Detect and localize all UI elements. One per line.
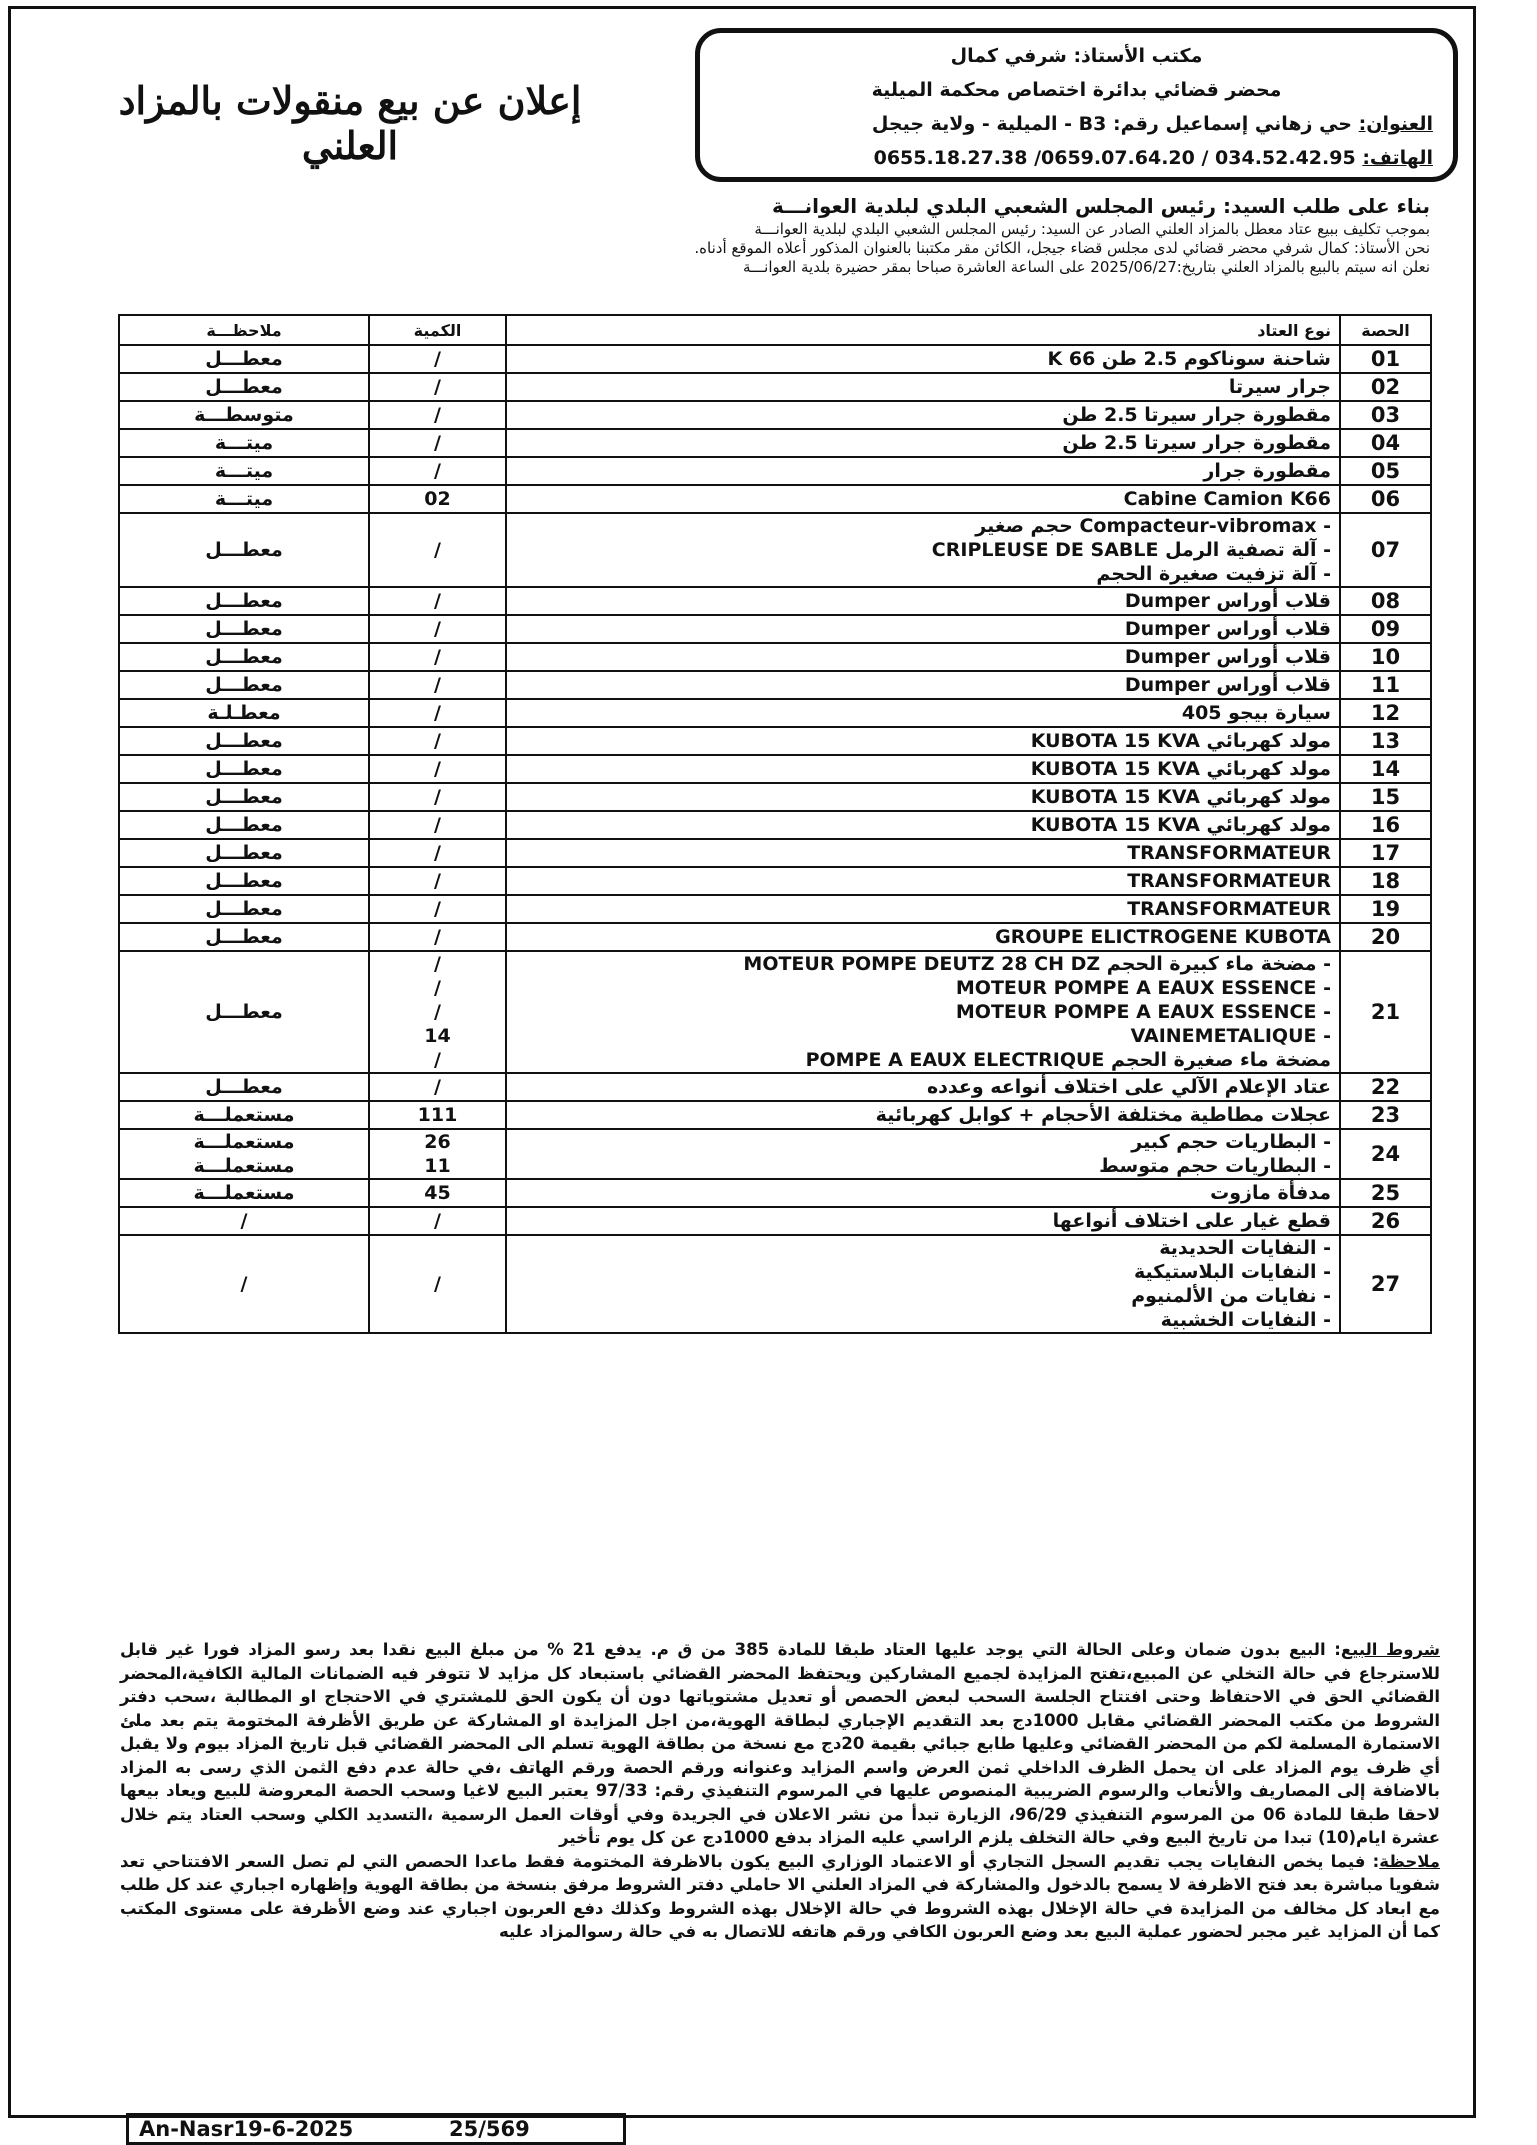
equipment-type-line: TRANSFORMATEUR (1127, 870, 1331, 892)
quantity-line: / (434, 404, 441, 426)
quantity (369, 1235, 506, 1333)
quantity (369, 485, 506, 513)
equipment-type-line: - البطاريات حجم متوسط (1099, 1155, 1331, 1177)
quantity-line: / (434, 618, 441, 640)
equipment-type (506, 643, 1340, 671)
quantity-line: / (434, 870, 441, 892)
quantity-line: / (434, 898, 441, 920)
lot-number: 20 (1340, 923, 1431, 951)
lot-number: 15 (1340, 783, 1431, 811)
publication-footer (126, 2113, 626, 2145)
header-type: نوع العتاد (506, 315, 1340, 345)
publication-ref: An-Nasr19-6-2025 (139, 2117, 354, 2141)
equipment-type (506, 429, 1340, 457)
quantity (369, 1101, 506, 1129)
lot-number: 22 (1340, 1073, 1431, 1101)
note: معطـــل (119, 951, 369, 1073)
quantity-line: / (434, 702, 441, 724)
equipment-type-line: - آلة تصفية الرمل CRIPLEUSE DE SABLE (931, 539, 1331, 561)
equipment-type-line: GROUPE ELICTROGENE KUBOTA (995, 926, 1331, 948)
lot-number: 27 (1340, 1235, 1431, 1333)
quantity-line: / (434, 1076, 441, 1098)
quantity (369, 895, 506, 923)
table-row (119, 727, 1431, 755)
quantity-line: / (434, 1273, 441, 1295)
quantity (369, 951, 506, 1073)
table-row (119, 345, 1431, 373)
sale-conditions (120, 1638, 1440, 1944)
equipment-type-line: - نفايات من الألمنيوم (1131, 1285, 1331, 1307)
note: مستعملـــة (119, 1179, 369, 1207)
equipment-type-line: قلاب أوراس Dumper (1124, 618, 1331, 640)
quantity-line: / (434, 539, 441, 561)
header-notes: ملاحظـــة (119, 315, 369, 345)
lot-number: 18 (1340, 867, 1431, 895)
bailiff-office-box (695, 28, 1458, 182)
office-title: محضر قضائي بدائرة اختصاص محكمة الميلية (871, 79, 1282, 101)
address-label: العنوان: (1358, 113, 1433, 135)
equipment-type (506, 373, 1340, 401)
quantity (369, 783, 506, 811)
equipment-type (506, 699, 1340, 727)
quantity-line: / (434, 460, 441, 482)
table-row (119, 1235, 1431, 1333)
note: معطـــل (119, 839, 369, 867)
intro-block (120, 192, 1430, 277)
quantity (369, 615, 506, 643)
equipment-type-line: Cabine Camion K66 (1123, 488, 1331, 510)
equipment-type-line: مضخة ماء صغيرة الحجم POMPE A EAUX ELECTRIQUE (805, 1049, 1331, 1071)
office-address (720, 107, 1433, 141)
note: ميتـــة (119, 485, 369, 513)
quantity (369, 643, 506, 671)
table-row (119, 429, 1431, 457)
lot-number: 21 (1340, 951, 1431, 1073)
lot-number: 08 (1340, 587, 1431, 615)
equipment-type-line: قلاب أوراس Dumper (1124, 646, 1331, 668)
table-row (119, 513, 1431, 587)
equipment-type-line: - البطاريات حجم كبير (1131, 1131, 1331, 1153)
quantity (369, 1179, 506, 1207)
equipment-type (506, 1129, 1340, 1179)
quantity-line: / (434, 1001, 441, 1023)
equipment-type (506, 839, 1340, 867)
table-row (119, 895, 1431, 923)
equipment-type-line: - النفايات الحديدية (1159, 1237, 1331, 1259)
equipment-type-line: - النفايات البلاستيكية (1133, 1261, 1331, 1283)
equipment-type (506, 345, 1340, 373)
quantity (369, 401, 506, 429)
quantity-line: / (434, 730, 441, 752)
lot-number: 02 (1340, 373, 1431, 401)
lot-number: 17 (1340, 839, 1431, 867)
table-row (119, 1207, 1431, 1235)
quantity-line: / (434, 953, 441, 975)
quantity-line: / (434, 1210, 441, 1232)
conditions-text: : البيع بدون ضمان وعلى الحالة التي يوجد عليها العتاد طبقا للمادة 385 من ق م. يدفع 21 % من مبلغ البيع نقدا بعد رسو المزاد فورا غير قابل للاسترجاع في حالة التخلي عن المبيع،تفتح المزايدة لجميع المشاركين ويحتفظ المحضر القضائي باستبعاد كل مزايد لا تتوفر فيه الضمانات المالية الكافية،المحضر القضائي الحق في الاحتفاظ وحتى افتتاح الجلسة السحب لبعض الحصص أو تعديل مشتوياتها دون أن يكون الحق للمشتري في الاحتجاج او المطالبة ،سحب دفتر الشروط من مكتب المحضر القضائي مقابل 1000دج بعد التقديم الإجباري لبطاقة الهوية،من اجل المزايدة او المشاركة عن طريق الأظرفة المختومة يتم بعد ملئ الاستمارة المسلمة لكم من المحضر القضائي وعليها طابع جبائي بقيمة 20دج مع نسخة من بطاقة الهوية تسلم الى المحضر القضائي قبل تاريخ المزاد بيوم ولا يقبل أي ظرف يوم المزاد على ان يحمل الظرف الداخلي ثمن العرض واسم المزايد وعنوانه ورقم الحصة ورقم الهاتف ،في حالة عدم دفع الثمن الذي رسى به المزاد بالاضافة إلى المصاريف والأتعاب والرسوم الضريبية المنصوص عليها في المرسوم التنفيذي رقم: 97/33 يعتبر البيع لاغيا وسحب الحصة المعروضة للبيع ويعاد بيعها لاحقا طبقا للمادة 06 من المرسوم التنفيذي 96/29، الزيارة تبدأ من نشر الاعلان في الجريدة وفي أوقات العمل الرسمية ،التسديد الكلي وسحب العتاد يتم خلال عشرة ايام(10) تبدا من تاريخ البيع وفي حالة التخلف يلزم الراسي عليه المزاد بدفع 1000دج عن كل يوم تأخير (120, 1640, 1441, 1847)
equipment-type (506, 1073, 1340, 1101)
intro-line-3: نعلن انه سيتم بالبيع بالمزاد العلني بتاريخ:2025/06/27 على الساعة العاشرة صباحا بمقر حضيرة بلدية العوانـــة (742, 258, 1430, 276)
equipment-type (506, 1101, 1340, 1129)
lot-number: 11 (1340, 671, 1431, 699)
lot-number: 13 (1340, 727, 1431, 755)
quantity-line: / (434, 432, 441, 454)
table-row (119, 401, 1431, 429)
note: معطـــل (119, 671, 369, 699)
note-line: مستعملـــة (193, 1155, 295, 1177)
equipment-type (506, 895, 1340, 923)
note: معطـــل (119, 373, 369, 401)
equipment-type (506, 923, 1340, 951)
table-row (119, 587, 1431, 615)
table-row (119, 699, 1431, 727)
quantity (369, 513, 506, 587)
equipment-type (506, 951, 1340, 1073)
equipment-type-line: قلاب أوراس Dumper (1124, 674, 1331, 696)
quantity-line: / (434, 926, 441, 948)
equipment-type (506, 671, 1340, 699)
note: معطـــل (119, 1073, 369, 1101)
table-row (119, 671, 1431, 699)
table-row (119, 1101, 1431, 1129)
quantity-line: / (434, 758, 441, 780)
lot-number: 12 (1340, 699, 1431, 727)
header-qty: الكمية (369, 315, 506, 345)
equipment-type-line: TRANSFORMATEUR (1127, 842, 1331, 864)
note: معطـــل (119, 811, 369, 839)
equipment-type (506, 457, 1340, 485)
office-label: مكتب الأستاذ: شرفي كمال (950, 45, 1203, 67)
quantity-line: / (434, 1049, 441, 1071)
equipment-type-line: مقطورة جرار سيرتا 2.5 طن (1062, 404, 1331, 426)
intro-line-1: بموجب تكليف ببيع عتاد معطل بالمزاد العلني الصادر عن السيد: رئيس المجلس الشعبي البلدي لبلدية العوانـــة (754, 220, 1430, 238)
note: معطـــل (119, 755, 369, 783)
quantity (369, 1207, 506, 1235)
quantity (369, 923, 506, 951)
equipment-type-line: شاحنة سوناكوم 2.5 طن K 66 (1047, 348, 1331, 370)
equipment-type (506, 615, 1340, 643)
lot-number: 01 (1340, 345, 1431, 373)
table-row (119, 839, 1431, 867)
lot-number: 14 (1340, 755, 1431, 783)
table-row (119, 457, 1431, 485)
note: معطـــل (119, 867, 369, 895)
quantity (369, 1073, 506, 1101)
equipment-type (506, 811, 1340, 839)
lot-number: 16 (1340, 811, 1431, 839)
table-row (119, 1129, 1431, 1179)
table-row (119, 951, 1431, 1073)
equipment-type (506, 727, 1340, 755)
note (119, 1129, 369, 1179)
note: / (119, 1207, 369, 1235)
intro-line-2: نحن الأستاذ: كمال شرفي محضر قضائي لدى مجلس قضاء جيجل، الكائن مقر مكتبنا بالعنوان المذكور أعلاه الموقع أدناه. (694, 239, 1430, 257)
equipment-type (506, 401, 1340, 429)
equipment-type-line: مقطورة جرار سيرتا 2.5 طن (1062, 432, 1331, 454)
header-lot: الحصة (1340, 315, 1431, 345)
quantity (369, 345, 506, 373)
note: معطـلـة (119, 699, 369, 727)
equipment-type-line: عجلات مطاطية مختلفة الأحجام + كوابل كهربائية (875, 1104, 1331, 1126)
lot-number: 10 (1340, 643, 1431, 671)
note: ميتـــة (119, 457, 369, 485)
equipment-type (506, 1235, 1340, 1333)
table-row (119, 1073, 1431, 1101)
equipment-type-line: - VAINEMETALIQUE (1130, 1025, 1331, 1047)
note: ميتـــة (119, 429, 369, 457)
phone-value: 034.52.42.95 / 0659.07.64.20/ 0655.18.27.38 (873, 147, 1356, 169)
quantity (369, 671, 506, 699)
quantity-line: / (434, 376, 441, 398)
quantity-line: / (434, 842, 441, 864)
table-row (119, 643, 1431, 671)
note: معطـــل (119, 345, 369, 373)
lot-number: 26 (1340, 1207, 1431, 1235)
quantity (369, 457, 506, 485)
equipment-type-line: مقطورة جرار (1203, 460, 1331, 482)
quantity-line: 02 (424, 488, 451, 510)
table-row (119, 783, 1431, 811)
equipment-type-line: مولد كهربائي KUBOTA 15 KVA (1030, 758, 1331, 780)
quantity (369, 429, 506, 457)
note: معطـــل (119, 513, 369, 587)
equipment-type-line: - MOTEUR POMPE A EAUX ESSENCE (955, 1001, 1331, 1023)
note: / (119, 1235, 369, 1333)
office-phone (720, 141, 1433, 175)
quantity-line: 111 (417, 1104, 458, 1126)
equipment-type-line: مولد كهربائي KUBOTA 15 KVA (1030, 786, 1331, 808)
quantity-line: 26 (424, 1131, 451, 1153)
lot-number: 07 (1340, 513, 1431, 587)
quantity-line: / (434, 977, 441, 999)
quantity (369, 587, 506, 615)
equipment-type-line: TRANSFORMATEUR (1127, 898, 1331, 920)
equipment-type (506, 1179, 1340, 1207)
table-row (119, 811, 1431, 839)
quantity (369, 839, 506, 867)
equipment-type-line: قطع غيار على اختلاف أنواعها (1052, 1210, 1331, 1232)
note-label: ملاحظة (1379, 1851, 1440, 1871)
table-header-row (119, 315, 1431, 345)
equipment-type-line: - النفايات الخشبية (1160, 1309, 1331, 1331)
equipment-type (506, 587, 1340, 615)
note: معطـــل (119, 615, 369, 643)
lot-number: 19 (1340, 895, 1431, 923)
quantity-line: / (434, 814, 441, 836)
quantity-line: / (434, 646, 441, 668)
equipment-type-line: - Compacteur-vibromax حجم صغير (975, 515, 1331, 537)
quantity (369, 811, 506, 839)
equipment-type (506, 867, 1340, 895)
lot-number: 06 (1340, 485, 1431, 513)
announcement-number: 25/569 (449, 2117, 530, 2141)
quantity (369, 1129, 506, 1179)
note: معطـــل (119, 587, 369, 615)
lots-table (118, 314, 1432, 1334)
table-row (119, 485, 1431, 513)
quantity-line: 11 (424, 1155, 451, 1177)
equipment-type-line: عتاد الإعلام الآلي على اختلاف أنواعه وعدده (926, 1076, 1331, 1098)
equipment-type-line: مولد كهربائي KUBOTA 15 KVA (1030, 730, 1331, 752)
note: معطـــل (119, 643, 369, 671)
equipment-type (506, 485, 1340, 513)
quantity (369, 373, 506, 401)
table-row (119, 615, 1431, 643)
table-row (119, 867, 1431, 895)
lot-number: 05 (1340, 457, 1431, 485)
note: معطـــل (119, 783, 369, 811)
conditions-label: شروط البيع (1340, 1640, 1440, 1659)
requester-line: بناء على طلب السيد: رئيس المجلس الشعبي البلدي لبلدية العوانـــة (771, 194, 1430, 218)
equipment-type-line: - MOTEUR POMPE A EAUX ESSENCE (955, 977, 1331, 999)
lot-number: 09 (1340, 615, 1431, 643)
equipment-type-line: - آلة تزفيت صغيرة الحجم (1096, 563, 1331, 585)
equipment-type-line: مدفأة مازوت (1210, 1182, 1331, 1204)
equipment-type-line: مولد كهربائي KUBOTA 15 KVA (1030, 814, 1331, 836)
announcement-title: إعلان عن بيع منقولات بالمزاد العلني (118, 78, 582, 168)
table-row (119, 373, 1431, 401)
lot-number: 04 (1340, 429, 1431, 457)
table-row (119, 923, 1431, 951)
equipment-type-line: - مضخة ماء كبيرة الحجم MOTEUR POMPE DEUTZ 28 CH DZ (743, 953, 1331, 975)
note: معطـــل (119, 923, 369, 951)
quantity (369, 867, 506, 895)
note-text: : فيما يخص النفايات يجب تقديم السجل التجاري أو الاعتماد الوزاري البيع يكون بالاظرفة المختومة فقط ماعدا الحصص التي لم تصل السعر الافتتاحي تعد شفويا مباشرة بعد فتح الاظرفة لا يسمح بالدخول والمشاركة في المزاد العلني الا حاملي دفتر الشروط مرفق بنسخة من بطاقة الهوية وإظهاره اجباري عند كل طلب مع ابعاد كل مخالف من المزايدة في حالة الإخلال بهذه الشروط في حالة الإخلال بهذه الشروط وكذلك دفع العربون اجباري عند وضع الأظرفة على مستوى المكتب كما أن المزايد غير مجبر لحضور عملية البيع بعد وضع العربون الكافي ورقم هاتفه للاتصال به في حالة رسوالمزاد عليه (120, 1851, 1440, 1941)
table-row (119, 755, 1431, 783)
quantity (369, 699, 506, 727)
equipment-type-line: سيارة بيجو 405 (1181, 702, 1331, 724)
note: معطـــل (119, 727, 369, 755)
lot-number: 24 (1340, 1129, 1431, 1179)
equipment-type (506, 513, 1340, 587)
quantity-line: 14 (424, 1025, 451, 1047)
lot-number: 25 (1340, 1179, 1431, 1207)
equipment-type-line: قلاب أوراس Dumper (1124, 590, 1331, 612)
note: مستعملـــة (119, 1101, 369, 1129)
lot-number: 03 (1340, 401, 1431, 429)
equipment-type (506, 1207, 1340, 1235)
quantity (369, 727, 506, 755)
note-line: مستعملـــة (193, 1131, 295, 1153)
equipment-type (506, 783, 1340, 811)
note: معطـــل (119, 895, 369, 923)
equipment-type-line: جرار سيرتا (1228, 376, 1331, 398)
quantity-line: / (434, 786, 441, 808)
quantity (369, 755, 506, 783)
table-row (119, 1179, 1431, 1207)
lot-number: 23 (1340, 1101, 1431, 1129)
quantity-line: / (434, 674, 441, 696)
address-value: حي زهاني إسماعيل رقم: B3 - الميلية - ولاية جيجل (871, 113, 1352, 135)
quantity-line: 45 (424, 1182, 451, 1204)
phone-label: الهاتف: (1362, 147, 1433, 169)
lots-body (119, 345, 1431, 1333)
quantity-line: / (434, 348, 441, 370)
note: متوسطـــة (119, 401, 369, 429)
equipment-type (506, 755, 1340, 783)
quantity-line: / (434, 590, 441, 612)
